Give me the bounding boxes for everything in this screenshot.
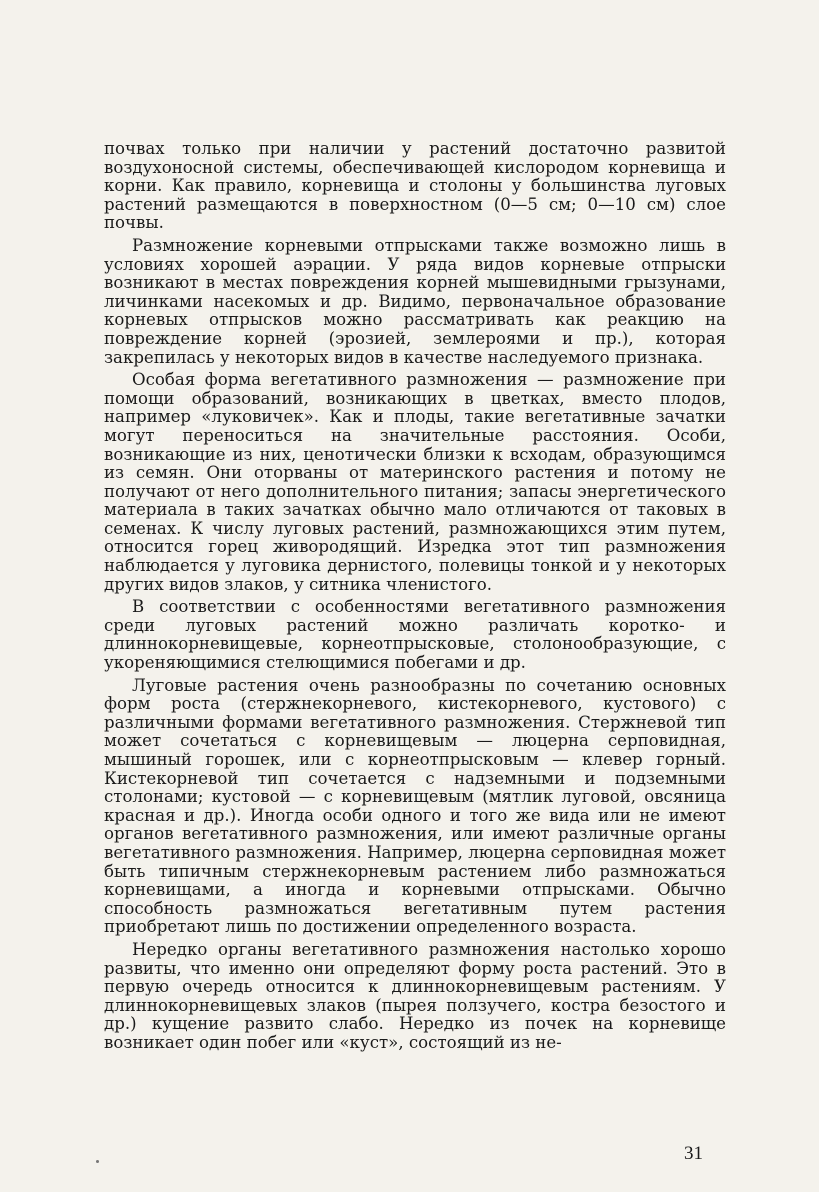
page-number: 31 bbox=[684, 1143, 703, 1164]
paragraph-5: Луговые растения очень разнообразны по сочетанию основных форм роста (стержнекорневого, кистекорневого, кустового) с различными формами вегетативного размножения. Стержневой тип может сочетаться с корневищевым — люцерна серповидная, мышиный горошек, или с корнеотпрысковым — клевер горный. Кистекорневой тип сочетается с надземными и подземными столонами; кустовой — с корневищевым (мятлик луговой, овсяница красная и др.). Иногда особи одного и того же вида или не имеют органов вегетативного размножения, или имеют различные органы вегетативного размножения. Например, люцерна серповидная может быть типичным стержнекорневым растением либо размножаться корневищами, а иногда и корневыми отпрысками. Обычно способность размножаться вегетативным путем растения приобретают лишь по достижении определенного возраста. bbox=[104, 675, 726, 937]
paragraph-2: Размножение корневыми отпрысками также возможно лишь в условиях хорошей аэрации. У ряда видов корневые отпрыски возникают в местах повреждения корней мышевидными грызунами, личинками насекомых и др. Видимо, первоначальное образование корневых отпрысков можно рассматривать как реакцию на повреждение корней (эрозией, землероями и пр.), которая закрепилась у некоторых видов в качестве наследуемого признака. bbox=[104, 235, 726, 367]
paragraph-6: Нередко органы вегетативного размножения настолько хорошо развиты, что именно они определяют форму роста растений. Это в первую очередь относится к длиннокорневищевым растениям. У длиннокорневищевых злаков (пырея ползучего, костра безостого и др.) кущение развито слабо. Нередко из почек на корневище возникает один побег или «куст», состоящий из не- bbox=[104, 939, 726, 1052]
scan-speck bbox=[96, 1160, 99, 1163]
paragraph-3: Особая форма вегетативного размножения — размножение при помощи образований, возникающих в цветках, вместо плодов, например «луковичек». Как и плоды, такие вегетативные зачатки могут переноситься на значительные расстояния. Особи, возникающие из них, ценотически близки к всходам, образующимся из семян. Они оторваны от материнского растения и потому не получают от него дополнительного питания; запасы энергетического материала в таких зачатках обычно мало отличаются от таковых в семенах. К числу луговых растений, размножающихся этим путем, относится горец живородящий. Изредка этот тип размножения наблюдается у луговика дернистого, полевицы тонкой и у некоторых других видов злаков, у ситника членистого. bbox=[104, 370, 726, 594]
body-text bbox=[104, 140, 726, 1057]
paragraph-1: почвах только при наличии у растений достаточно развитой воздухоносной системы, обеспечивающей кислородом корневища и корни. Как правило, корневища и столоны у большинства луговых растений размещаются в поверхностном (0—5 см; 0—10 см) слое почвы. bbox=[104, 139, 726, 233]
paragraph-4: В соответствии с особенностями вегетативного размножения среди луговых растений можно различать коротко- и длиннокорневищевые, корнеотпрысковые, столонообразующие, с укореняющимися стелющимися побегами и др. bbox=[104, 597, 726, 673]
